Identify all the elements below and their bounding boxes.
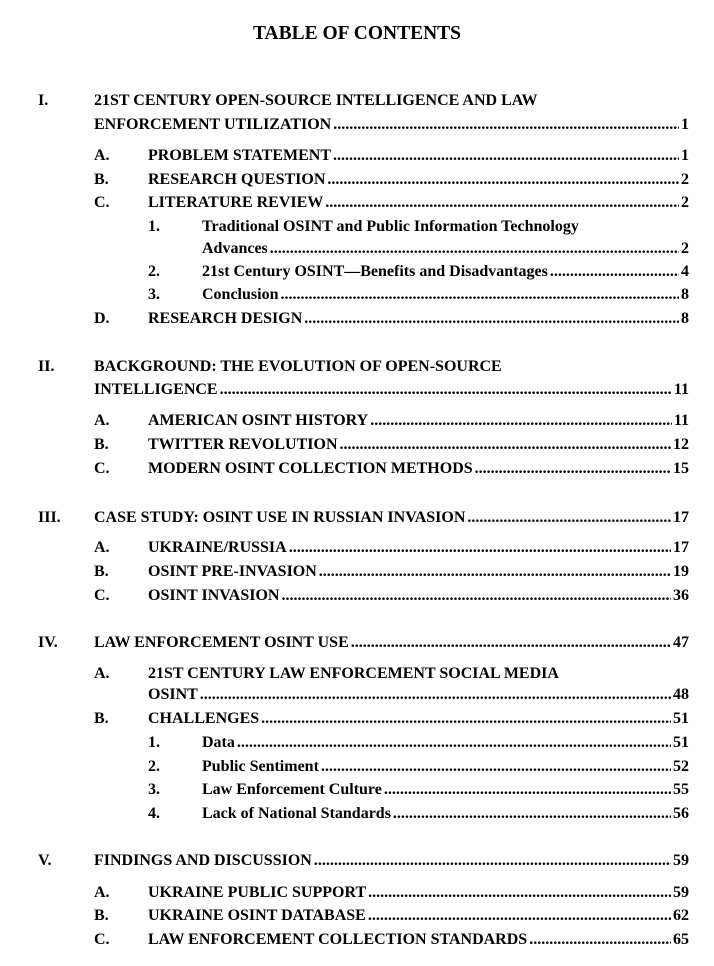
page-number: 55 [673, 781, 689, 798]
entry-title: Conclusion [202, 286, 279, 303]
entry-title-line1: 21ST CENTURY LAW ENFORCEMENT SOCIAL MEDIA [148, 665, 559, 682]
entry-number: 3. [148, 286, 160, 303]
entry-title: ENFORCEMENT UTILIZATION [94, 116, 332, 133]
entry-number: V. [38, 852, 52, 869]
entry-number: I. [38, 92, 49, 109]
entry-title: CASE STUDY: OSINT USE IN RUSSIAN INVASION [94, 509, 466, 526]
entry-number: B. [94, 563, 109, 580]
entry-number: C. [94, 460, 110, 477]
entry-title: Public Sentiment [202, 758, 319, 775]
entry-number: B. [94, 710, 109, 727]
entry-title-line1: Traditional OSINT and Public Information Technology [202, 218, 579, 235]
entry-title: PROBLEM STATEMENT [148, 147, 331, 164]
page-number: 56 [673, 805, 689, 822]
toc-entry-2-B[interactable] [0, 435, 714, 455]
toc-entry-1-C-2[interactable] [0, 262, 714, 282]
entry-number: 3. [148, 781, 160, 798]
toc-entry-4-B-3[interactable] [0, 780, 714, 800]
dot-leader [280, 285, 679, 305]
toc-entry-4-B-2[interactable] [0, 757, 714, 777]
page-number: 11 [673, 381, 689, 398]
entry-title: OSINT [148, 686, 198, 703]
toc-entry-1-C-1[interactable] [0, 217, 714, 261]
page-number: 36 [673, 587, 689, 604]
dot-leader [467, 508, 671, 528]
dot-leader [368, 883, 671, 903]
toc-entry-4-B[interactable] [0, 709, 714, 729]
toc-entry-3-C[interactable] [0, 586, 714, 606]
page-number: 1 [681, 116, 689, 133]
entry-number: A. [94, 147, 110, 164]
entry-title: FINDINGS AND DISCUSSION [94, 852, 312, 869]
toc-entry-4-B-4[interactable] [0, 804, 714, 824]
entry-number: 2. [148, 758, 160, 775]
page-number: 15 [673, 460, 689, 477]
page-number: 2 [681, 240, 689, 257]
entry-title: 21st Century OSINT—Benefits and Disadvantages [202, 263, 548, 280]
toc-entry-4-B-1[interactable] [0, 733, 714, 753]
page-number: 65 [673, 931, 689, 948]
page-number: 4 [681, 263, 689, 280]
page-number: 19 [673, 563, 689, 580]
entry-number: II. [38, 358, 55, 375]
dot-leader [200, 685, 671, 705]
page-number: 11 [673, 412, 689, 429]
dot-leader [529, 930, 671, 950]
toc-entry-2-A[interactable] [0, 411, 714, 431]
entry-number: 1. [148, 734, 160, 751]
dot-leader [237, 733, 671, 753]
entry-number: C. [94, 587, 110, 604]
dot-leader [321, 757, 671, 777]
entry-number: A. [94, 884, 110, 901]
entry-title: Lack of National Standards [202, 805, 391, 822]
entry-title: LAW ENFORCEMENT OSINT USE [94, 634, 349, 651]
page-number: 59 [673, 852, 689, 869]
dot-leader [314, 851, 671, 871]
entry-number: D. [94, 310, 110, 327]
toc-entry-section-3[interactable] [0, 508, 714, 528]
dot-leader [333, 146, 679, 166]
entry-title: LAW ENFORCEMENT COLLECTION STANDARDS [148, 931, 528, 948]
entry-title: CHALLENGES [148, 710, 260, 727]
dot-leader [368, 906, 671, 926]
toc-entry-1-D[interactable] [0, 309, 714, 329]
entry-title: UKRAINE/RUSSIA [148, 539, 287, 556]
page-title: TABLE OF CONTENTS [252, 23, 462, 44]
page-number: 17 [673, 509, 689, 526]
dot-leader [384, 780, 671, 800]
page-number: 2 [681, 194, 689, 211]
entry-title: RESEARCH QUESTION [148, 171, 326, 188]
dot-leader [327, 170, 679, 190]
page-number: 52 [673, 758, 689, 775]
dot-leader [351, 633, 671, 653]
toc-entry-section-4[interactable] [0, 633, 714, 653]
dot-leader [475, 459, 671, 479]
entry-number: C. [94, 931, 110, 948]
toc-entry-1-C-3[interactable] [0, 285, 714, 305]
entry-title: Law Enforcement Culture [202, 781, 382, 798]
page-number: 47 [673, 634, 689, 651]
page-number: 48 [673, 686, 689, 703]
entry-title: TWITTER REVOLUTION [148, 436, 338, 453]
toc-entry-section-1[interactable] [0, 91, 714, 135]
page-number: 8 [681, 310, 689, 327]
entry-number: B. [94, 907, 109, 924]
entry-title: OSINT INVASION [148, 587, 280, 604]
dot-leader [270, 239, 679, 259]
entry-number: III. [38, 509, 61, 526]
toc-entry-4-A[interactable] [0, 664, 714, 708]
entry-number: IV. [38, 634, 58, 651]
dot-leader [304, 309, 679, 329]
toc-entry-1-C[interactable] [0, 193, 714, 213]
dot-leader [333, 115, 679, 135]
dot-leader [289, 538, 671, 558]
dot-leader [325, 193, 679, 213]
entry-title-line1: 21ST CENTURY OPEN-SOURCE INTELLIGENCE AND LAW [94, 92, 538, 109]
entry-title: MODERN OSINT COLLECTION METHODS [148, 460, 473, 477]
toc-entry-section-2[interactable] [0, 357, 714, 401]
dot-leader [261, 709, 671, 729]
page-number: 51 [673, 734, 689, 751]
entry-number: 4. [148, 805, 160, 822]
entry-title: AMERICAN OSINT HISTORY [148, 412, 369, 429]
entry-title: INTELLIGENCE [94, 381, 218, 398]
entry-number: A. [94, 539, 110, 556]
entry-title: UKRAINE PUBLIC SUPPORT [148, 884, 367, 901]
entry-title: OSINT PRE-INVASION [148, 563, 317, 580]
dot-leader [340, 435, 672, 455]
page-number: 59 [673, 884, 689, 901]
toc-entry-5-A[interactable] [0, 883, 714, 903]
entry-title: UKRAINE OSINT DATABASE [148, 907, 366, 924]
toc-entry-2-C[interactable] [0, 459, 714, 479]
entry-number: B. [94, 436, 109, 453]
page-number: 12 [673, 436, 689, 453]
entry-number: A. [94, 412, 110, 429]
dot-leader [370, 411, 672, 431]
page-number: 1 [681, 147, 689, 164]
entry-title: Data [202, 734, 235, 751]
toc-entry-5-C[interactable] [0, 930, 714, 950]
toc-entry-1-A[interactable] [0, 146, 714, 166]
toc-entry-3-A[interactable] [0, 538, 714, 558]
dot-leader [281, 586, 671, 606]
toc-entry-1-B[interactable] [0, 170, 714, 190]
entry-title: LITERATURE REVIEW [148, 194, 324, 211]
toc-entry-section-5[interactable] [0, 851, 714, 871]
page-number: 8 [681, 286, 689, 303]
page-number: 51 [673, 710, 689, 727]
entry-title: RESEARCH DESIGN [148, 310, 303, 327]
entry-number: B. [94, 171, 109, 188]
dot-leader [220, 380, 672, 400]
entry-number: C. [94, 194, 110, 211]
page-number: 17 [673, 539, 689, 556]
entry-title-line1: BACKGROUND: THE EVOLUTION OF OPEN-SOURCE [94, 358, 502, 375]
toc-entry-5-B[interactable] [0, 906, 714, 926]
page-number: 2 [681, 171, 689, 188]
toc-entry-3-B[interactable] [0, 562, 714, 582]
dot-leader [319, 562, 671, 582]
entry-number: A. [94, 665, 110, 682]
dot-leader [550, 262, 679, 282]
entry-number: 1. [148, 218, 160, 235]
dot-leader [393, 804, 671, 824]
entry-title: Advances [202, 240, 268, 257]
entry-number: 2. [148, 263, 160, 280]
page-number: 62 [673, 907, 689, 924]
